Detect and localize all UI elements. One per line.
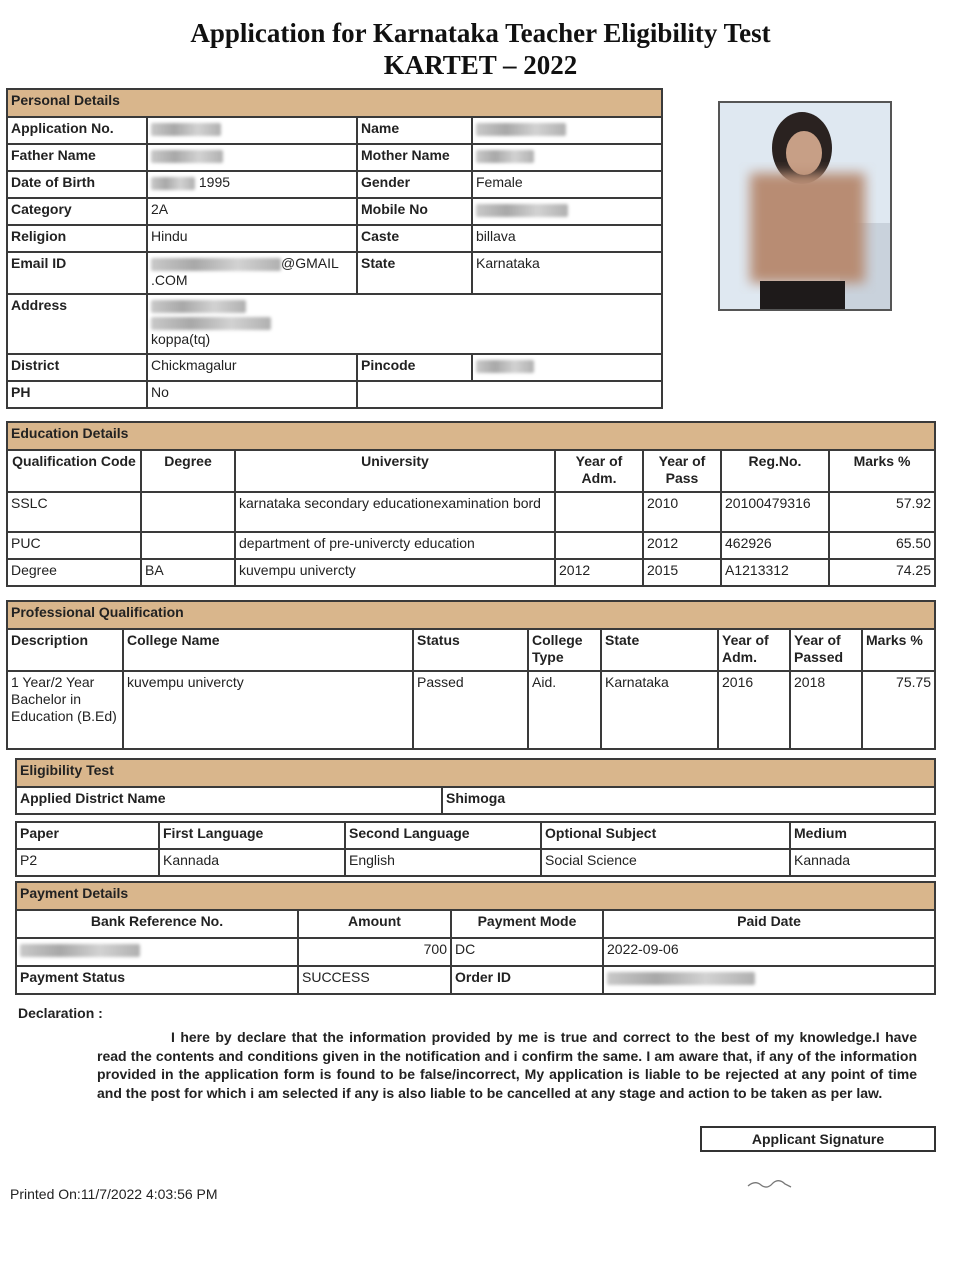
mobile-label: Mobile No: [357, 198, 472, 225]
table-row: [7, 532, 935, 559]
edu-year-adm: [555, 492, 643, 532]
edu-code: PUC: [7, 532, 141, 559]
father-name-label: Father Name: [7, 144, 147, 171]
prof-header-year-adm: Year of Adm.: [718, 629, 790, 671]
edu-university: department of pre-univercty education: [235, 532, 555, 559]
father-name-value: [147, 144, 357, 171]
religion-label: Religion: [7, 225, 147, 252]
prof-year-passed: 2018: [790, 671, 862, 749]
applicant-photo: [718, 101, 892, 311]
eligibility-papers-table: [15, 821, 936, 877]
professional-qualification-heading: Professional Qualification: [7, 601, 935, 629]
application-no-value: [147, 117, 357, 144]
applicant-signature-box: Applicant Signature: [700, 1126, 936, 1152]
form-title: Application for Karnataka Teacher Eligibility Test: [190, 18, 771, 48]
prof-header-marks: Marks %: [862, 629, 935, 671]
gender-value: Female: [472, 171, 662, 198]
edu-header-year-adm: Year of Adm.: [555, 450, 643, 492]
name-label: Name: [357, 117, 472, 144]
personal-details-table: [6, 88, 663, 409]
edu-header-code: Qualification Code: [7, 450, 141, 492]
order-id-label: Order ID: [451, 966, 603, 994]
edu-header-reg-no: Reg.No.: [721, 450, 829, 492]
religion-value: Hindu: [147, 225, 357, 252]
signature-mark: [745, 1172, 795, 1192]
address-value: [147, 294, 662, 354]
edu-header-marks: Marks %: [829, 450, 935, 492]
address-text: koppa(tq): [151, 331, 211, 347]
paper-header: Paper: [16, 822, 159, 849]
payment-status-value: SUCCESS: [298, 966, 451, 994]
edu-marks: 74.25: [829, 559, 935, 586]
email-value: [147, 252, 357, 294]
application-no-label: Application No.: [7, 117, 147, 144]
category-value: 2A: [147, 198, 357, 225]
education-details-heading: Education Details: [7, 422, 935, 450]
edu-marks: 57.92: [829, 492, 935, 532]
applied-district-label: Applied District Name: [16, 787, 442, 814]
prof-header-college-type: College Type: [528, 629, 601, 671]
dob-year: 1995: [198, 174, 231, 190]
prof-header-year-passed: Year of Passed: [790, 629, 862, 671]
prof-status: Passed: [413, 671, 528, 749]
medium-value: Kannada: [790, 849, 935, 876]
professional-qualification-table: [6, 600, 936, 750]
prof-header-state: State: [601, 629, 718, 671]
eligibility-test-heading: Eligibility Test: [16, 759, 935, 787]
photo-image: [720, 103, 890, 309]
declaration-text: I here by declare that the information provided by me is true and correct to the best of my knowledge.I have read the contents and conditions given in the notification and i confirm the same. I am aware that, if any of the information provided in the application form is found to be false/incorrect, My application is liable to be rejected at any point of time and the post for which i am selected if any is also liable to be cancelled at any stage and action to be taken as per law.: [97, 1029, 917, 1101]
state-value: Karnataka: [472, 252, 662, 294]
table-row: [7, 492, 935, 532]
amount-value: 700: [298, 938, 451, 966]
payment-details-heading: Payment Details: [16, 882, 935, 910]
table-row: [7, 559, 935, 586]
medium-header: Medium: [790, 822, 935, 849]
paid-date-value: 2022-09-06: [603, 938, 935, 966]
paid-date-header: Paid Date: [603, 910, 935, 938]
eligibility-test-table: [15, 758, 936, 815]
edu-header-degree: Degree: [141, 450, 235, 492]
optional-subject-value: Social Science: [541, 849, 790, 876]
caste-value: billava: [472, 225, 662, 252]
prof-college: kuvempu univercty: [123, 671, 413, 749]
paper-value: P2: [16, 849, 159, 876]
first-language-value: Kannada: [159, 849, 345, 876]
edu-code: Degree: [7, 559, 141, 586]
dob-value: [147, 171, 357, 198]
edu-year-adm: [555, 532, 643, 559]
personal-details-heading: Personal Details: [7, 89, 662, 117]
prof-header-description: Description: [7, 629, 123, 671]
bank-ref-header: Bank Reference No.: [16, 910, 298, 938]
applied-district-value: Shimoga: [442, 787, 935, 814]
education-details-table: [6, 421, 936, 587]
mother-name-label: Mother Name: [357, 144, 472, 171]
prof-state: Karnataka: [601, 671, 718, 749]
ph-label: PH: [7, 381, 147, 408]
payment-status-label: Payment Status: [16, 966, 298, 994]
gender-label: Gender: [357, 171, 472, 198]
edu-year-adm: 2012: [555, 559, 643, 586]
prof-header-college: College Name: [123, 629, 413, 671]
amount-header: Amount: [298, 910, 451, 938]
payment-mode-header: Payment Mode: [451, 910, 603, 938]
state-label: State: [357, 252, 472, 294]
prof-marks: 75.75: [862, 671, 935, 749]
edu-year-pass: 2015: [643, 559, 721, 586]
prof-header-status: Status: [413, 629, 528, 671]
first-language-header: First Language: [159, 822, 345, 849]
prof-college-type: Aid.: [528, 671, 601, 749]
edu-header-university: University: [235, 450, 555, 492]
edu-university: karnataka secondary educationexamination bord: [235, 492, 555, 532]
edu-code: SSLC: [7, 492, 141, 532]
category-label: Category: [7, 198, 147, 225]
table-row: [7, 671, 935, 749]
email-tld: .COM: [151, 272, 188, 288]
edu-reg-no: 20100479316: [721, 492, 829, 532]
mother-name-value: [472, 144, 662, 171]
pincode-value: [472, 354, 662, 381]
pincode-label: Pincode: [357, 354, 472, 381]
declaration-heading: Declaration :: [18, 1005, 103, 1021]
second-language-value: English: [345, 849, 541, 876]
edu-header-year-pass: Year of Pass: [643, 450, 721, 492]
ph-value: No: [147, 381, 357, 408]
edu-reg-no: A1213312: [721, 559, 829, 586]
edu-year-pass: 2010: [643, 492, 721, 532]
bank-ref-value: [16, 938, 298, 966]
district-value: Chickmagalur: [147, 354, 357, 381]
address-label: Address: [7, 294, 147, 354]
printed-on: Printed On:11/7/2022 4:03:56 PM: [10, 1186, 218, 1202]
form-subtitle: KARTET – 2022: [383, 50, 578, 80]
district-label: District: [7, 354, 147, 381]
edu-degree: [141, 532, 235, 559]
dob-label: Date of Birth: [7, 171, 147, 198]
email-label: Email ID: [7, 252, 147, 294]
edu-university: kuvempu univercty: [235, 559, 555, 586]
optional-subject-header: Optional Subject: [541, 822, 790, 849]
order-id-value: [603, 966, 935, 994]
payment-details-table: [15, 881, 936, 995]
edu-reg-no: 462926: [721, 532, 829, 559]
prof-description: 1 Year/2 Year Bachelor in Education (B.Ed): [7, 671, 123, 749]
payment-mode-value: DC: [451, 938, 603, 966]
second-language-header: Second Language: [345, 822, 541, 849]
prof-year-adm: 2016: [718, 671, 790, 749]
mobile-value: [472, 198, 662, 225]
caste-label: Caste: [357, 225, 472, 252]
edu-degree: [141, 492, 235, 532]
edu-degree: BA: [141, 559, 235, 586]
name-value: [472, 117, 662, 144]
empty-cell: [357, 381, 662, 408]
edu-marks: 65.50: [829, 532, 935, 559]
email-domain: @GMAIL: [281, 255, 339, 271]
edu-year-pass: 2012: [643, 532, 721, 559]
